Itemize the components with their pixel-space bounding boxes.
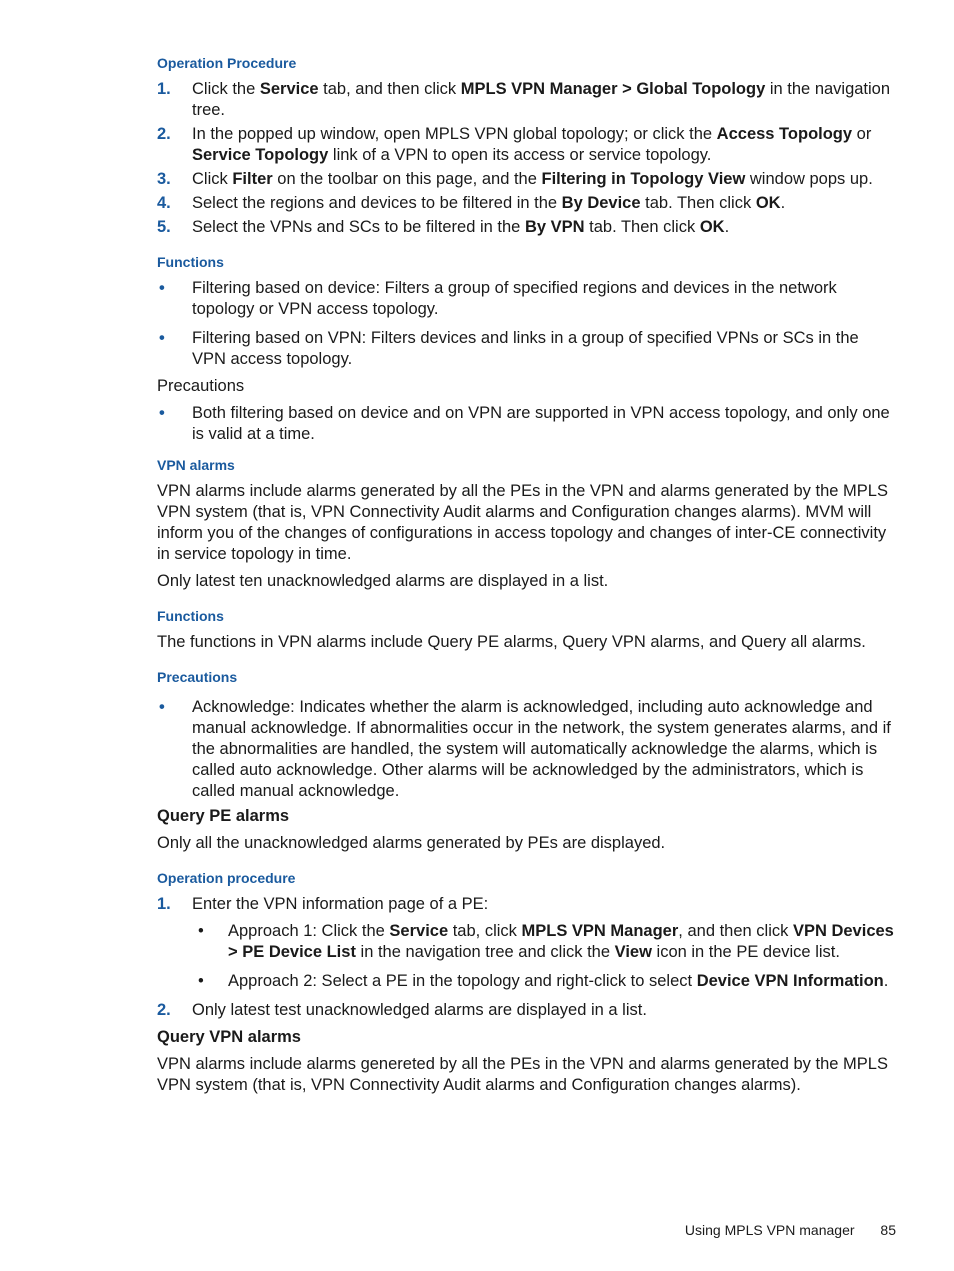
list-item: • Both filtering based on device and on VPN are supported in VPN access topology, and only one is valid at a time. bbox=[159, 404, 890, 443]
paragraph: Only latest ten unacknowledged alarms are displayed in a list. bbox=[157, 572, 609, 590]
numbered-list bbox=[157, 79, 897, 238]
heading-vpn-alarms: VPN alarms bbox=[157, 457, 235, 473]
step-number: 5. bbox=[157, 218, 171, 236]
page-footer bbox=[685, 1222, 896, 1238]
step-number: 2. bbox=[157, 125, 171, 143]
page-number: 85 bbox=[880, 1222, 896, 1238]
list-item: 3. Click Filter on the toolbar on this page, and the Filtering in Topology View window pops up. bbox=[157, 170, 873, 188]
list-item: 1. Click the Service tab, and then click MPLS VPN Manager > Global Topology in the navigation tree. bbox=[157, 80, 891, 119]
sub-bullet-list bbox=[192, 921, 897, 992]
list-item: 1. Enter the VPN information page of a PE: • Approach 1: Click the Service tab, click MPLS VPN Manager, and then click VPN Devices > PE Device List in the navigation tree and click the View icon in the PE device list. • Approach 2: Select a PE in the topology and right-click to select Device VPN Information. bbox=[157, 894, 897, 992]
paragraph: The functions in VPN alarms include Query PE alarms, Query VPN alarms, and Query all alarms. bbox=[157, 633, 866, 651]
bullet-icon: • bbox=[159, 404, 165, 422]
sub-list-item: • Approach 2: Select a PE in the topology and right-click to select Device VPN Information. bbox=[198, 972, 889, 990]
step-number: 3. bbox=[157, 170, 171, 188]
heading-operation-procedure: Operation Procedure bbox=[157, 55, 297, 71]
bullet-icon: • bbox=[159, 279, 165, 297]
sub-list-item: • Approach 1: Click the Service tab, click MPLS VPN Manager, and then click VPN Devices > PE Device List in the navigation tree and click the View icon in the PE device list. bbox=[198, 922, 894, 961]
list-item: 2. In the popped up window, open MPLS VPN global topology; or click the Access Topology or Service Topology link of a VPN to open its access or service topology. bbox=[157, 125, 872, 164]
list-item: • Acknowledge: Indicates whether the alarm is acknowledged, including auto acknowledge and manual acknowledge. If abnormalities occur in the network, the system generates alarms, and if the abnormalities are handled, the system will automatically acknowledge the alarms, which is called auto acknowledge. Other alarms will be acknowledged by the administrators, which is called manual acknowledge. bbox=[159, 698, 891, 800]
list-item: • Filtering based on VPN: Filters devices and links in a group of specified VPNs or SCs in the VPN access topology. bbox=[159, 329, 859, 368]
footer-title: Using MPLS VPN manager bbox=[684, 1222, 855, 1238]
heading-operation-procedure: Operation procedure bbox=[157, 870, 296, 886]
bullet-icon: • bbox=[198, 922, 204, 940]
paragraph: Only all the unacknowledged alarms generated by PEs are displayed. bbox=[157, 834, 666, 852]
heading-functions: Functions bbox=[157, 608, 224, 624]
bullet-list bbox=[157, 403, 897, 445]
list-item: • Filtering based on device: Filters a group of specified regions and devices in the network topology or VPN access topology. bbox=[159, 279, 837, 318]
subheading-query-vpn-alarms: Query VPN alarms bbox=[157, 1028, 301, 1046]
bullet-icon: • bbox=[159, 329, 165, 347]
list-item: 4. Select the regions and devices to be filtered in the By Device tab. Then click OK. bbox=[157, 194, 786, 212]
bullet-list bbox=[157, 278, 897, 370]
step-number: 4. bbox=[157, 194, 171, 212]
step-number: 1. bbox=[157, 895, 171, 913]
document-page bbox=[157, 53, 897, 1102]
step-number: 2. bbox=[157, 1001, 171, 1019]
bullet-icon: • bbox=[198, 972, 204, 990]
heading-precautions: Precautions bbox=[157, 669, 238, 685]
precautions-label: Precautions bbox=[157, 377, 245, 395]
bullet-icon: • bbox=[159, 698, 165, 716]
subheading-query-pe-alarms: Query PE alarms bbox=[157, 807, 290, 825]
list-item: 5. Select the VPNs and SCs to be filtered in the By VPN tab. Then click OK. bbox=[157, 218, 730, 236]
list-item: 2. Only latest test unacknowledged alarms are displayed in a list. bbox=[157, 1001, 647, 1019]
paragraph: VPN alarms include alarms generated by all the PEs in the VPN and alarms generated by the MPLS VPN system (that is, VPN Connectivity Audit alarms and Configuration changes alarms). MVM will inform you of the changes of configurations in access topology and changes of inter-CE connectivity in service topology in time. bbox=[157, 482, 888, 563]
paragraph: VPN alarms include alarms genereted by all the PEs in the VPN and alarms generated by the MPLS VPN system (that is, VPN Connectivity Audit alarms and Configuration changes alarms). bbox=[157, 1055, 888, 1094]
heading-functions: Functions bbox=[157, 254, 224, 270]
step-number: 1. bbox=[157, 80, 171, 98]
